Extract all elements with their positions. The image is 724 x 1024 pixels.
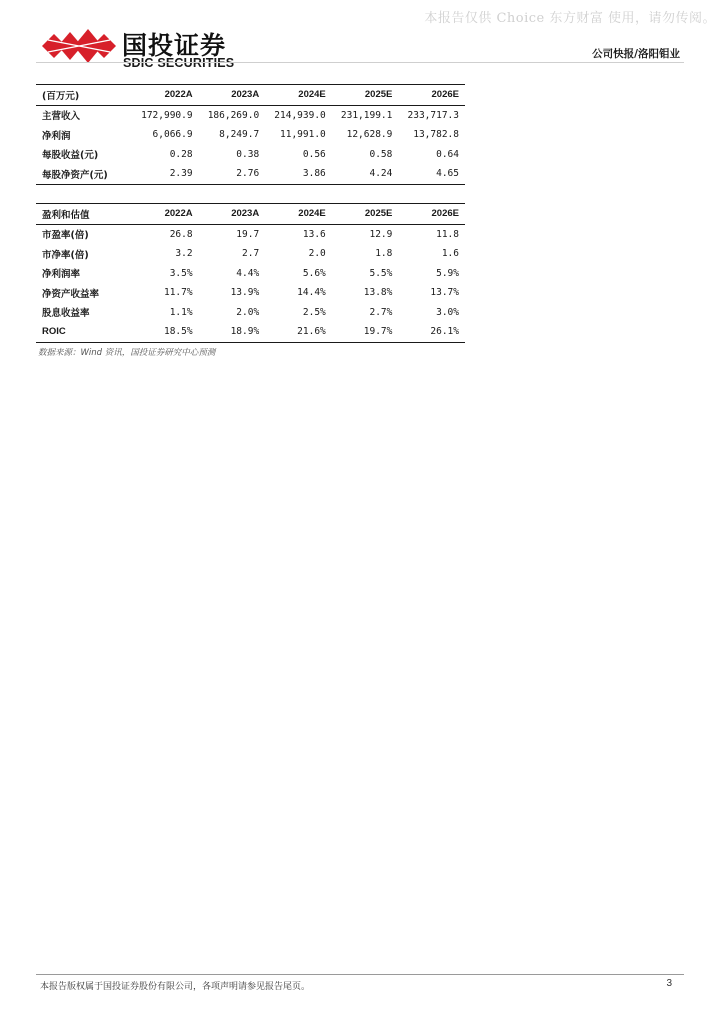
table-row [36, 303, 465, 323]
table-cell: 26.8 [169, 228, 193, 240]
column-header: 2023A [199, 204, 266, 225]
table-cell: 14.4% [297, 287, 326, 299]
table-header-row [36, 204, 465, 225]
table-row [36, 283, 465, 303]
row-label: 主营收入 [42, 111, 81, 123]
column-header: 2022A [132, 204, 199, 225]
table-cell: 3.0% [436, 306, 459, 318]
logo-chinese-name: 国投证券 [122, 31, 227, 60]
financial-summary-table [36, 84, 465, 185]
row-label: 净利润 [42, 130, 71, 142]
table-row [36, 264, 465, 284]
table-cell: 3.86 [265, 164, 332, 184]
table-cell: 5.9% [436, 267, 459, 279]
table-row [36, 244, 465, 264]
table-cell: 13.8% [363, 287, 393, 299]
table-cell: 21.6% [265, 322, 332, 342]
sdic-logo-icon [40, 26, 118, 66]
table-cell: 2.0% [236, 306, 260, 318]
page-number: 3 [666, 978, 672, 989]
table-row [36, 322, 465, 342]
footer-divider [36, 974, 684, 975]
row-label: 股息收益率 [42, 308, 90, 320]
column-header: 2023A [199, 85, 266, 106]
table-cell: 0.58 [369, 148, 393, 160]
column-header: 2022A [132, 85, 199, 106]
table-cell: 2.7 [242, 248, 260, 260]
table-cell: 11,991.0 [280, 129, 326, 141]
row-label: 市净率(倍) [42, 249, 89, 261]
table-cell: 0.38 [236, 148, 260, 160]
table-cell: 6,066.9 [152, 129, 193, 141]
table-cell: 19.7% [332, 322, 399, 342]
column-header: 2026E [398, 204, 465, 225]
table-cell: 12,628.9 [346, 129, 393, 141]
table-row [36, 145, 465, 165]
column-header: 2025E [332, 204, 399, 225]
table-cell: 186,269.0 [207, 109, 260, 121]
table-cell: 1.6 [441, 248, 459, 260]
data-source-note: 数据来源：Wind 资讯，国投证券研究中心预测 [38, 348, 216, 358]
table-cell: 233,717.3 [407, 109, 459, 121]
table-cell: 2.76 [199, 164, 266, 184]
table-cell: 11.7% [163, 287, 193, 299]
row-label: 市盈率(倍) [42, 230, 89, 242]
table-cell: 1.1% [169, 306, 193, 318]
logo-english-name: SDIC SECURITIES [123, 56, 235, 70]
table-cell: 12.9 [369, 228, 393, 240]
company-logo [40, 26, 250, 70]
table-cell: 0.56 [302, 148, 326, 160]
table-cell: 2.0 [308, 248, 326, 260]
column-header: 2024E [265, 204, 332, 225]
table-cell: 13.6 [302, 228, 326, 240]
table-cell: 13.7% [430, 287, 459, 299]
row-label: ROIC [36, 322, 132, 342]
table-cell: 231,199.1 [340, 109, 393, 121]
table-cell: 13,782.8 [413, 129, 459, 141]
table-cell: 19.7 [236, 228, 260, 240]
table-cell: 214,939.0 [274, 109, 326, 121]
table-row [36, 125, 465, 145]
table-cell: 0.64 [436, 148, 459, 160]
table-cell: 8,249.7 [219, 129, 260, 141]
row-label: 每股净资产(元) [36, 164, 132, 184]
footer-disclaimer: 本报告版权属于国投证券股份有限公司，各项声明请参见报告尾页。 [40, 982, 311, 992]
column-header: 2024E [265, 85, 332, 106]
table-cell: 1.8 [375, 248, 393, 260]
watermark: 本报告仅供 Choice 东方财富 使用，请勿传阅。 [424, 11, 716, 26]
table-cell: 3.5% [169, 267, 193, 279]
table-header-row [36, 85, 465, 106]
report-tag: 公司快报/洛阳钼业 [592, 48, 680, 60]
valuation-table [36, 203, 465, 343]
table-cell: 18.9% [199, 322, 266, 342]
row-label: 净利润率 [42, 269, 81, 281]
row-label: 净资产收益率 [42, 288, 100, 300]
table-cell: 5.5% [369, 267, 393, 279]
table-cell: 172,990.9 [141, 109, 193, 121]
table-cell: 2.7% [369, 306, 393, 318]
table-cell: 26.1% [398, 322, 465, 342]
table-row [36, 224, 465, 244]
column-header: (百万元) [36, 85, 132, 106]
row-label: 每股收益(元) [42, 150, 99, 162]
column-header: 2026E [398, 85, 465, 106]
table-cell: 0.28 [169, 148, 193, 160]
header-divider [36, 62, 684, 63]
table-cell: 2.39 [132, 164, 199, 184]
column-header: 2025E [332, 85, 399, 106]
table-row [36, 164, 465, 184]
table-cell: 3.2 [175, 248, 193, 260]
table-cell: 4.65 [398, 164, 465, 184]
table-cell: 11.8 [436, 228, 459, 240]
table-cell: 4.24 [332, 164, 399, 184]
table-cell: 5.6% [302, 267, 326, 279]
table-row [36, 105, 465, 125]
table-cell: 13.9% [230, 287, 260, 299]
table-cell: 2.5% [302, 306, 326, 318]
table-cell: 4.4% [236, 267, 260, 279]
column-header: 盈利和估值 [36, 204, 132, 225]
table-cell: 18.5% [132, 322, 199, 342]
